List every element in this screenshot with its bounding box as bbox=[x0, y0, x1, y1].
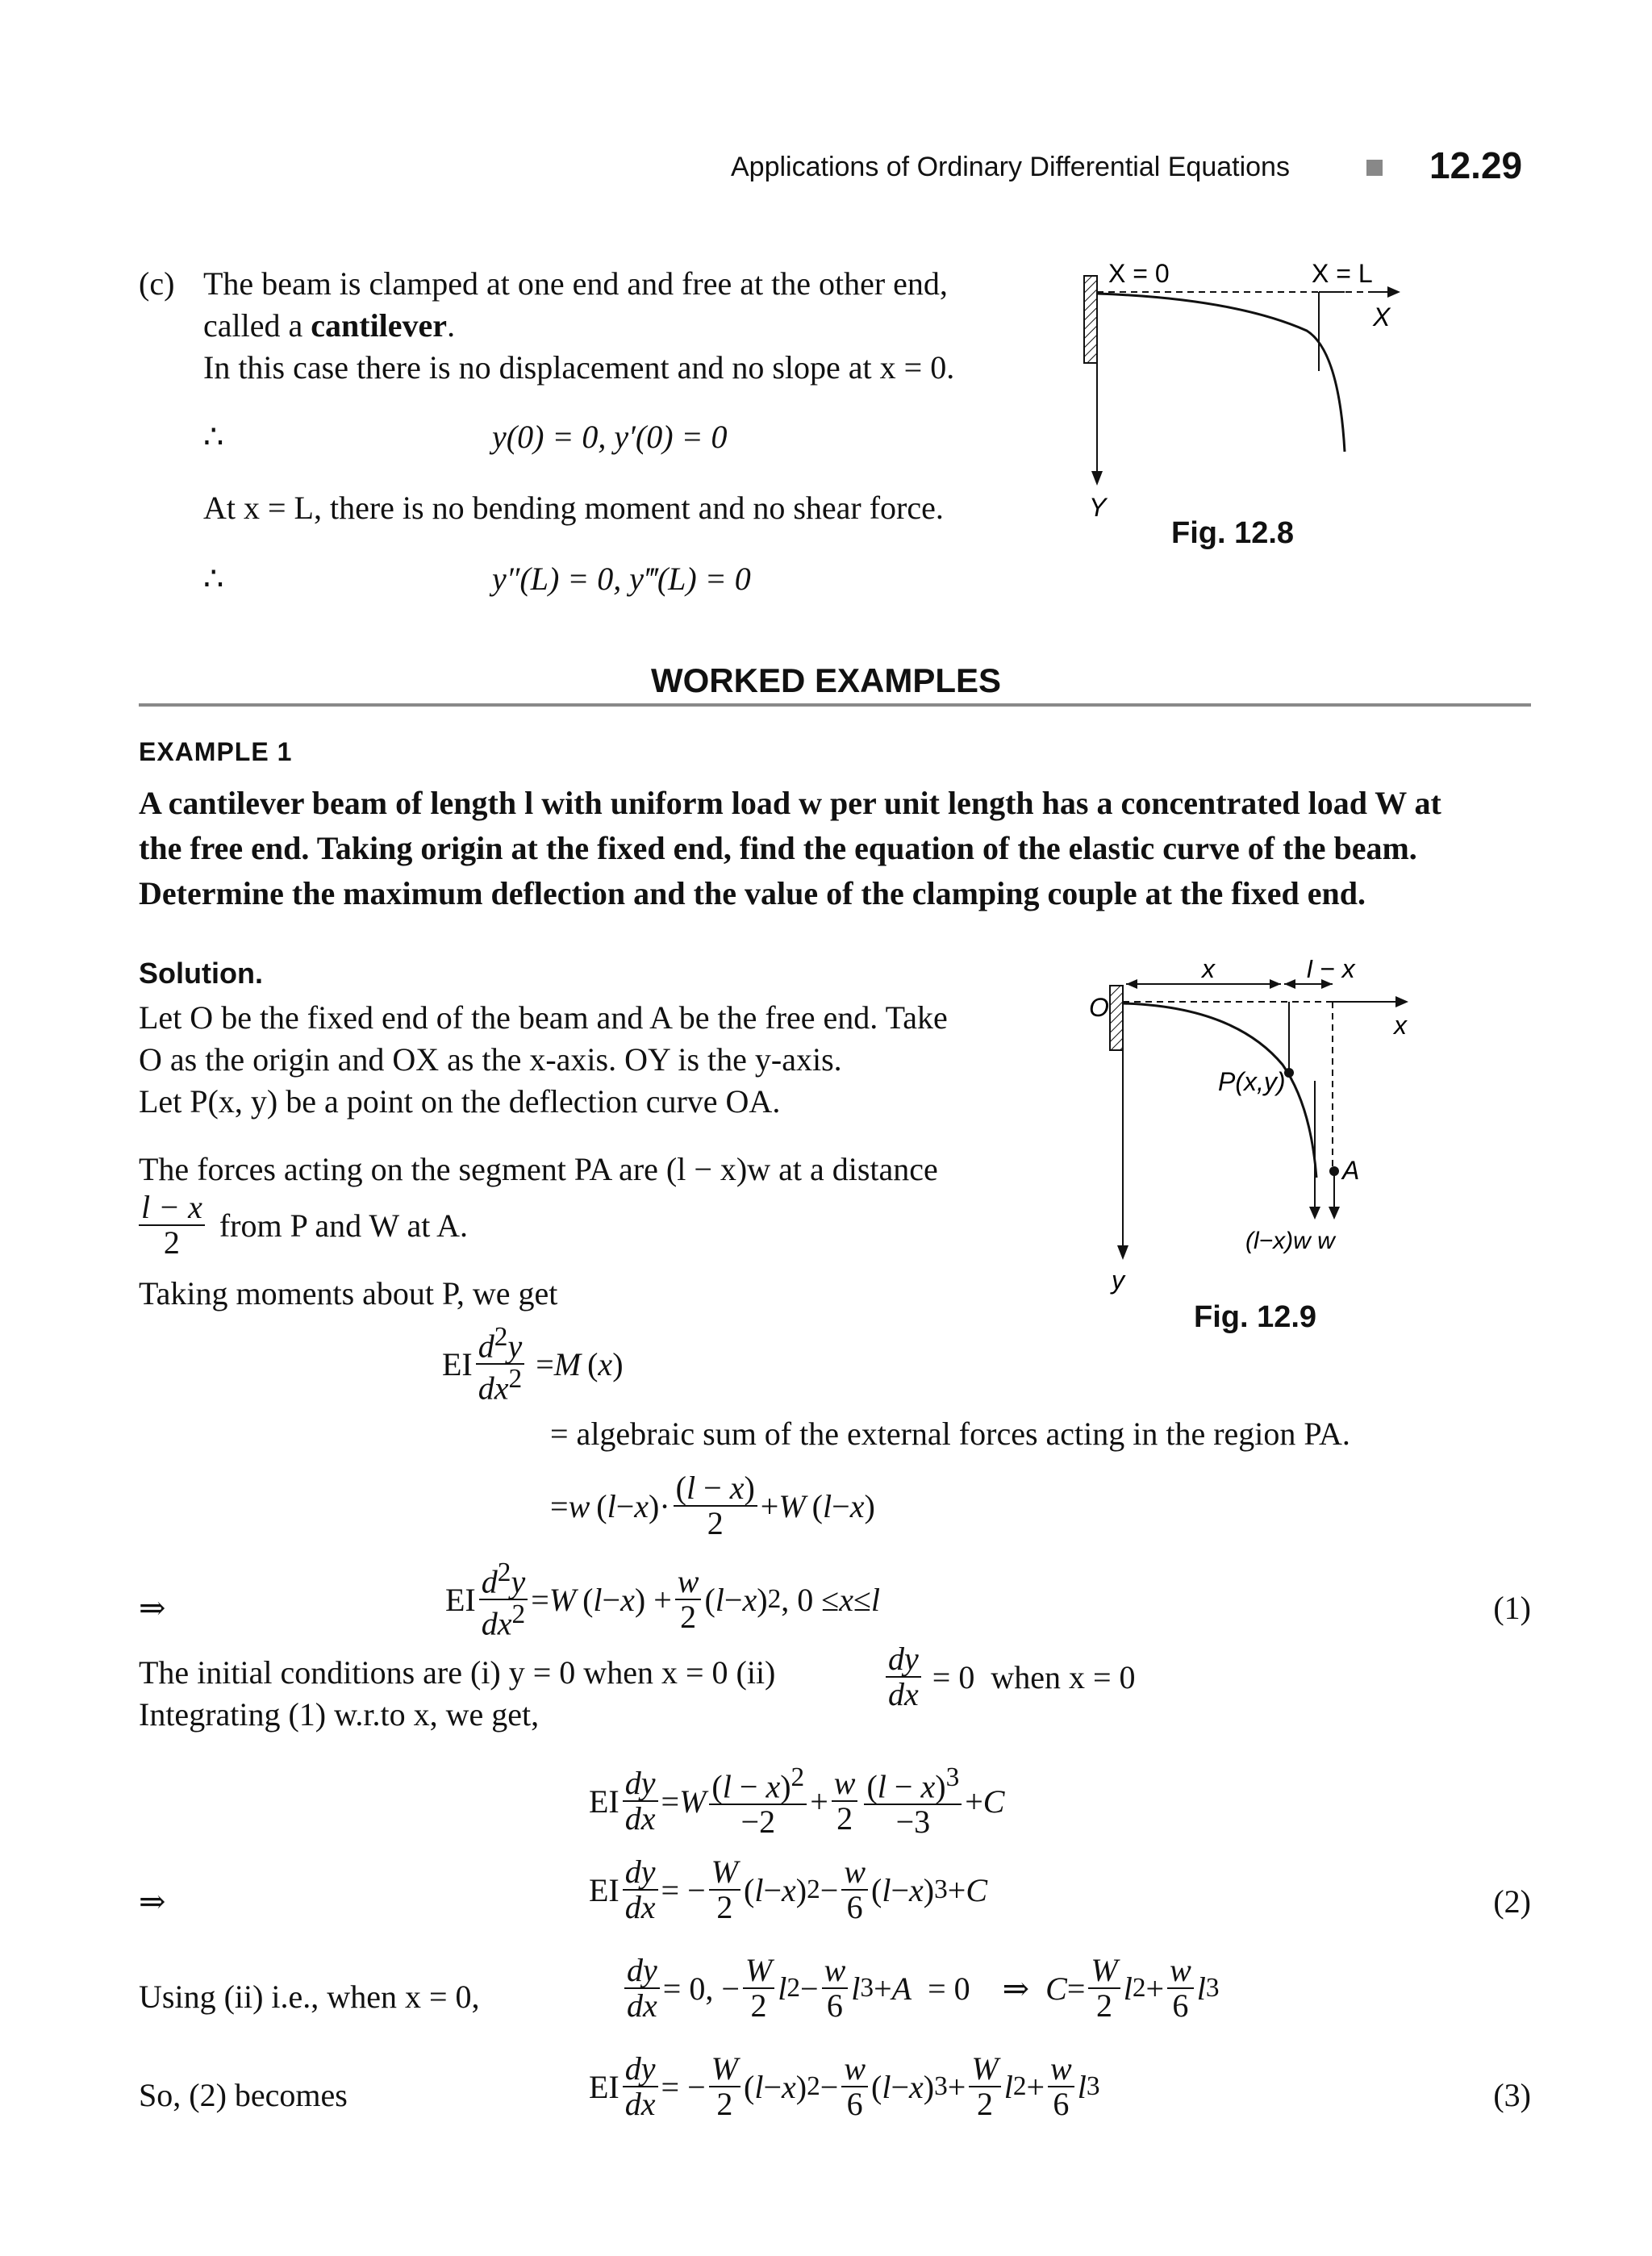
eq-number-3: (3) bbox=[1493, 2077, 1531, 2113]
condition-2: y″(L) = 0, y‴(L) = 0 bbox=[492, 561, 751, 597]
so-becomes-line: So, (2) becomes bbox=[139, 2077, 348, 2113]
label-x0: X = 0 bbox=[1108, 259, 1170, 288]
cantilever-term: cantilever bbox=[311, 307, 448, 344]
therefore-2: ∴ bbox=[203, 561, 224, 597]
deflection-curve bbox=[1097, 294, 1345, 452]
label-y: y bbox=[1112, 1266, 1124, 1295]
using-ii-line: Using (ii) i.e., when x = 0, bbox=[139, 1979, 480, 2015]
initial-condition-ii: $\frac{dy}{dx}$ = 0 when x = 0 bbox=[882, 1642, 1136, 1712]
therefore-1: ∴ bbox=[203, 419, 224, 455]
equation-3: EI $\frac{dy}{dx}$ = − $\frac{W}{2}$ ( l − x ) 2 − $\frac{w}{6}$ ( l − x ) 3 + $\frac{W}{2}$ l 2 + $\frac{w}{6}$ l 3 bbox=[589, 2050, 1100, 2122]
condition-1: y(0) = 0, y′(0) = 0 bbox=[492, 419, 728, 455]
wall-hatch bbox=[1110, 986, 1123, 1050]
solution-line-4: The forces acting on the segment PA are (l − x)w at a distance bbox=[139, 1151, 938, 1187]
label-lx-dim: l − x bbox=[1307, 960, 1355, 983]
x-arrow-icon bbox=[1395, 996, 1408, 1007]
solution-line-3: Let P(x, y) be a point on the deflection curve OA. bbox=[139, 1083, 781, 1120]
equation-moment: EI $\frac{d^2y}{dx^2}$ = M ( x ) bbox=[442, 1322, 624, 1407]
section-c-line4: At x = L, there is no bending moment and no shear force. bbox=[203, 490, 944, 526]
y-arrow-icon bbox=[1091, 471, 1103, 486]
algebraic-sum-line: = algebraic sum of the external forces acting in the region PA. bbox=[550, 1416, 1350, 1452]
equation-integrated: EI $\frac{dy}{dx}$ = W $\frac{(l - x)^2}{-2}$ + $\frac{w}{2}$ $\frac{(l - x)^3}{-3}$ + C bbox=[589, 1762, 1005, 1841]
equation-moment-expanded: = w ( l − x )· $\frac{(l - x)}{2}$ + W ( l − x ) bbox=[550, 1470, 875, 1541]
label-x-axis: x bbox=[1394, 1011, 1407, 1040]
label-a: A bbox=[1342, 1156, 1360, 1185]
load-w-arrow-icon bbox=[1329, 1207, 1340, 1220]
label-x-dim: x bbox=[1202, 960, 1215, 983]
solution-heading: Solution. bbox=[139, 957, 263, 990]
integrating-line: Integrating (1) w.r.to x, we get, bbox=[139, 1696, 540, 1733]
implies-2: ⇒ bbox=[139, 1883, 166, 1920]
heading-rule bbox=[139, 703, 1531, 707]
fig-12-8-caption: Fig. 12.8 bbox=[1171, 516, 1295, 550]
worked-examples-heading: WORKED EXAMPLES bbox=[650, 661, 1002, 699]
section-c-line3: In this case there is no displacement and no slope at x = 0. bbox=[203, 349, 955, 386]
load-arrow-icon bbox=[1309, 1207, 1320, 1220]
equation-1: EI $\frac{d^2y}{dx^2}$ = W ( l − x ) + $\frac{w}{2}$ ( l − x ) 2 , 0 ≤ x ≤ l bbox=[445, 1558, 881, 1642]
example-label: EXAMPLE 1 bbox=[139, 737, 293, 766]
problem-line-2: the free end. Taking origin at the fixed end, find the equation of the elastic curve of the beam. bbox=[139, 830, 1417, 866]
frac-denominator: 2 bbox=[163, 1224, 180, 1261]
label-y: Y bbox=[1089, 493, 1107, 522]
wall-hatch bbox=[1084, 276, 1097, 363]
figure-12-9 bbox=[1073, 960, 1460, 1307]
dim-arrow-left2-icon bbox=[1284, 979, 1295, 989]
line-5-text: from P and W at A. bbox=[219, 1207, 468, 1244]
fig-12-9-caption: Fig. 12.9 bbox=[1194, 1300, 1317, 1334]
running-title: Applications of Ordinary Differential Equations bbox=[731, 152, 1290, 182]
section-c-label: (c) bbox=[139, 265, 175, 302]
eq-number-2: (2) bbox=[1493, 1883, 1531, 1920]
label-o: O bbox=[1089, 993, 1109, 1022]
page-number: 12.29 bbox=[1429, 144, 1523, 186]
equation-2: EI $\frac{dy}{dx}$ = − $\frac{W}{2}$ ( l − x ) 2 − $\frac{w}{6}$ ( l − x ) 3 + C bbox=[589, 1854, 988, 1925]
initial-conditions: The initial conditions are (i) y = 0 when x = 0 (ii) bbox=[139, 1654, 776, 1691]
when-x0: when x = 0 bbox=[991, 1658, 1136, 1695]
dim-arrow-left-icon bbox=[1126, 979, 1137, 989]
solution-line-2: O as the origin and OX as the x-axis. OY is the y-axis. bbox=[139, 1041, 842, 1078]
label-x: X bbox=[1373, 302, 1391, 332]
label-xl: X = L bbox=[1312, 259, 1373, 288]
solution-line-5 bbox=[139, 1191, 468, 1260]
implies-1: ⇒ bbox=[139, 1590, 166, 1626]
label-p: P(x,y) bbox=[1218, 1067, 1286, 1096]
y-arrow-icon bbox=[1117, 1245, 1128, 1260]
solution-line-6: Taking moments about P, we get bbox=[139, 1275, 558, 1311]
section-c-line2: called a cantilever. bbox=[203, 307, 456, 344]
frac-numerator: l − x bbox=[139, 1191, 205, 1226]
header-square-icon bbox=[1366, 160, 1383, 176]
section-c-line1: The beam is clamped at one end and free at the other end, bbox=[203, 265, 948, 302]
label-loads: (l−x)w w bbox=[1245, 1228, 1335, 1254]
equation-constant: $\frac{dy}{dx}$ = 0, − $\frac{W}{2}$ l 2 − $\frac{w}{6}$ l 3 + A = 0 ⇒ C = $\frac{W}{2}$ l 2 + $\frac{w}{6}$ l 3 bbox=[621, 1954, 1220, 2023]
problem-line-1: A cantilever beam of length l with uniform load w per unit length has a concentrated load W at bbox=[139, 785, 1441, 821]
x-arrow-icon bbox=[1387, 286, 1400, 298]
solution-line-1: Let O be the fixed end of the beam and A be the free end. Take bbox=[139, 999, 948, 1036]
eq-number-1: (1) bbox=[1493, 1590, 1531, 1626]
dim-arrow-right-icon bbox=[1270, 979, 1281, 989]
problem-line-3: Determine the maximum deflection and the value of the clamping couple at the fixed end. bbox=[139, 875, 1366, 911]
